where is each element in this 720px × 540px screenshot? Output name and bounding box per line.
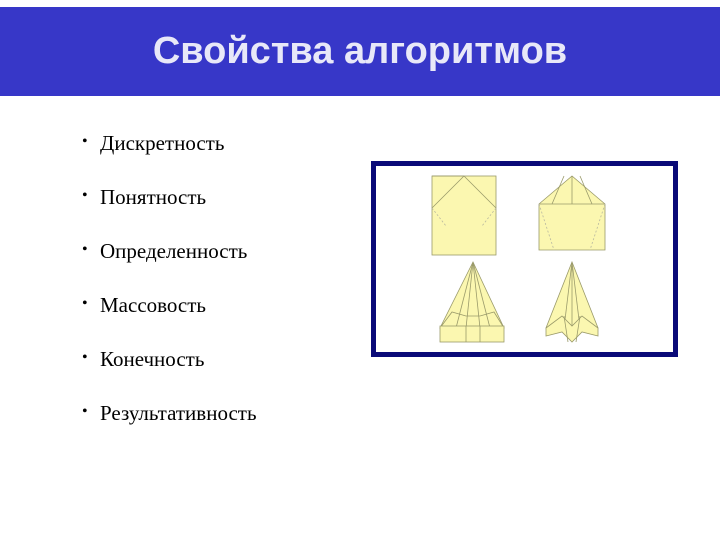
- bullet-icon: •: [82, 295, 88, 312]
- list-item: [82, 399, 257, 453]
- list-item: [82, 129, 257, 183]
- list-item: [82, 237, 257, 291]
- fold-step-2: [539, 176, 605, 250]
- list-item-label: Конечность: [100, 347, 205, 371]
- slide-title: Свойства алгоритмов: [152, 30, 568, 72]
- list-item-label: Понятность: [100, 185, 207, 209]
- list-item-label: Массовость: [100, 293, 207, 317]
- title-banner: [0, 7, 720, 96]
- fold-step-1: [432, 176, 496, 255]
- list-item: [82, 291, 257, 345]
- bullet-icon: •: [82, 403, 88, 420]
- list-item-label: Дискретность: [100, 131, 225, 155]
- list-item: [82, 183, 257, 237]
- list-item: [82, 345, 257, 399]
- bullet-icon: •: [82, 241, 88, 258]
- bullet-icon: •: [82, 349, 88, 366]
- bullet-icon: •: [82, 187, 88, 204]
- list-item-label: Определенность: [100, 239, 248, 263]
- properties-list: [82, 129, 257, 453]
- list-item-label: Результативность: [100, 401, 257, 425]
- fold-step-3: [440, 262, 504, 342]
- paper-airplane-figure: [371, 161, 678, 357]
- bullet-icon: •: [82, 133, 88, 150]
- fold-step-4: [546, 262, 598, 342]
- paper-airplane-folding-steps-icon: [376, 166, 673, 352]
